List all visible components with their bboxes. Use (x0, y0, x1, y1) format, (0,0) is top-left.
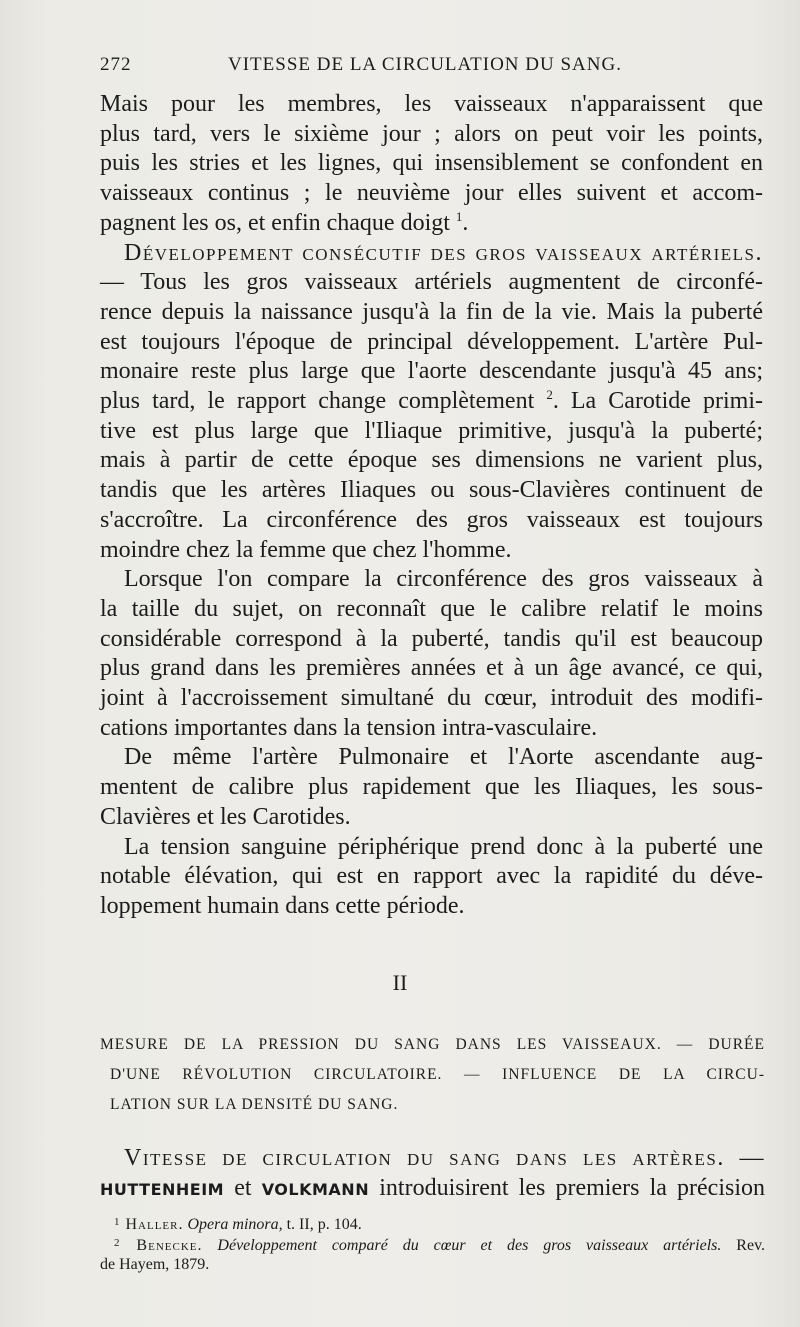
text-line: mais à partir de cette époque ses dimensions ne varient plus, (100, 447, 763, 474)
paragraph-circumference (100, 565, 763, 743)
text-line: considérable correspond à la puberté, tandis qu'il est beaucoup (100, 625, 763, 652)
text-line: loppement humain dans cette période. (100, 892, 465, 919)
section-heading-velocity: Vitesse de circulation du sang dans les artères. — (124, 1145, 765, 1171)
text-line: s'accroître. La circonférence des gros vaisseaux est toujours (100, 506, 763, 533)
text-run: plus tard, le rapport change complètement (100, 388, 535, 415)
author-name: VOLKMANN (261, 1180, 370, 1199)
text-run: . La Carotide primi- (552, 388, 763, 415)
paragraph-limb-vessels (100, 90, 763, 239)
section-heading-arterial: Développement consécutif des gros vaisseaux artériels. (124, 239, 763, 266)
text-line: La tension sanguine périphérique prend donc à la puberté une (124, 833, 763, 860)
text-line: monaire reste plus large que l'aorte descendante jusqu'à 45 ans; (100, 358, 763, 385)
section-title-line: LATION SUR LA DENSITÉ DU SANG. (110, 1096, 399, 1113)
text-line: — Tous les gros vaisseaux artériels augmentent de circonfé- (100, 269, 763, 296)
text-line: vaisseaux continus ; le neuvième jour elles suivent et accom- (100, 180, 763, 207)
section-title (100, 1030, 765, 1120)
text-line: mentent de calibre plus rapidement que les Iliaques, les sous- (100, 774, 763, 801)
footnote-author: Benecke. (136, 1237, 203, 1254)
text-run: introduisirent les premiers la précision (379, 1175, 766, 1201)
footnote-number: 2 (114, 1237, 120, 1249)
footnote-title: Développement comparé du cœur et des gros vaisseaux artériels. (217, 1237, 722, 1254)
footnote-text: Rev. (736, 1237, 766, 1254)
paragraph-arterial-development (100, 239, 763, 566)
text-line: Clavières et les Carotides. (100, 803, 351, 830)
text-line: plus tard, vers le sixième jour ; alors on peut voir les points, (100, 120, 763, 147)
text-line: plus grand dans les premières années et à un âge avancé, ce qui, (100, 655, 763, 682)
text-run: pagnent les os, et enfin chaque doigt (100, 209, 450, 236)
text-run: . (462, 209, 469, 236)
footnote-author: Haller. (125, 1216, 184, 1233)
text-line: notable élévation, qui est en rapport avec la rapidité du déve- (100, 863, 763, 890)
section-title-line: D'UNE RÉVOLUTION CIRCULATOIRE. — INFLUENCE DE LA CIRCU- (110, 1066, 765, 1083)
text-line: joint à l'accroissement simultané du cœur, introduit des modifi- (100, 685, 763, 712)
footnotes (100, 1213, 765, 1274)
footnote-2 (100, 1234, 765, 1255)
text-run: et (234, 1175, 252, 1201)
footnote-1 (100, 1213, 765, 1234)
text-line (100, 209, 763, 239)
text-line: est toujours l'époque de principal développement. L'artère Pul- (100, 328, 763, 355)
text-line (100, 1173, 765, 1205)
section-number: II (392, 970, 408, 995)
page-number: 272 (100, 54, 132, 75)
text-line: moindre chez la femme que chez l'homme. (100, 536, 512, 563)
footnote-ref-2[interactable]: 2 (546, 387, 553, 403)
text-line: Lorsque l'on compare la circonférence des gros vaisseaux à (124, 566, 763, 593)
text-line: Mais pour les membres, les vaisseaux n'apparaissent que (100, 91, 763, 117)
footnote-2-continuation: de Hayem, 1879. (100, 1256, 210, 1273)
running-title: VITESSE DE LA CIRCULATION DU SANG. (228, 54, 622, 75)
section-title-line: MESURE DE LA PRESSION DU SANG DANS LES VAISSEAUX. — DURÉE (100, 1036, 765, 1053)
author-name: HUTTENHEIM (100, 1180, 225, 1199)
footnote-title: Opera minora, (187, 1216, 283, 1233)
text-line (100, 387, 763, 417)
text-line: tandis que les artères Iliaques ou sous-Clavières continuent de (100, 477, 763, 504)
footnote-number: 1 (114, 1216, 120, 1228)
paragraph-tension (100, 833, 763, 922)
footnote-text: t. II, p. 104. (286, 1216, 362, 1233)
text-line: puis les stries et les lignes, qui insensiblement se confondent en (100, 150, 763, 177)
text-line: la taille du sujet, on reconnaît que le calibre relatif le moins (100, 595, 763, 622)
text-line: De même l'artère Pulmonaire et l'Aorte ascendante aug- (124, 744, 763, 771)
paragraph-pulmonary (100, 743, 763, 832)
text-line: rence depuis la naissance jusqu'à la fin de la vie. Mais la puberté (100, 298, 763, 325)
text-line: tive est plus large que l'Iliaque primitive, jusqu'à la puberté; (100, 417, 763, 444)
paragraph-velocity (100, 1143, 765, 1205)
text-line: cations importantes dans la tension intra-vasculaire. (100, 714, 598, 741)
footnote-ref-1[interactable]: 1 (455, 208, 463, 224)
main-text (100, 90, 763, 922)
